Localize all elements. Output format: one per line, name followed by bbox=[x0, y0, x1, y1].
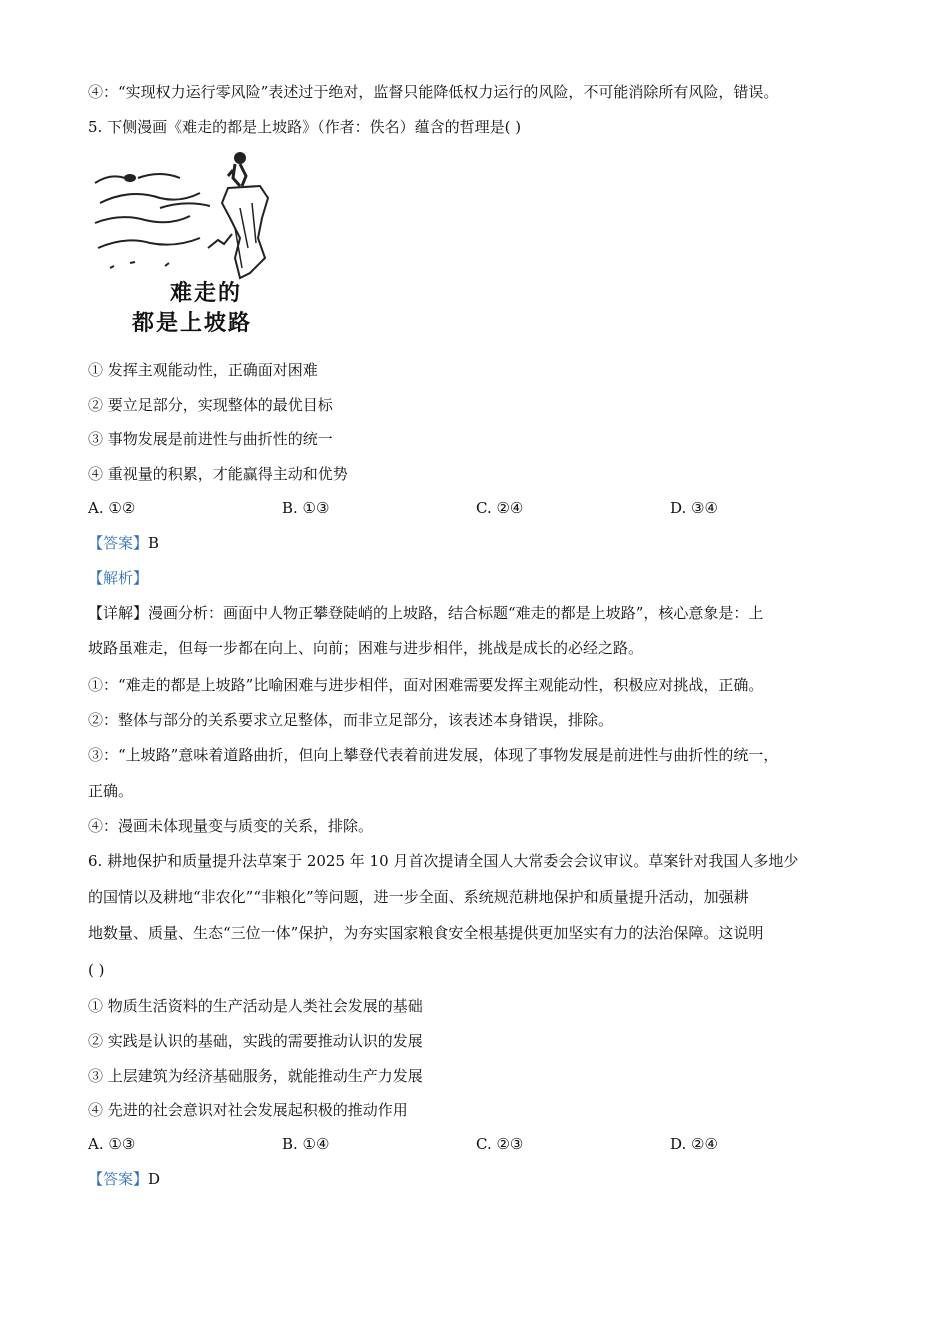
q5-item-4: ④ 重视量的积累，才能赢得主动和优势 bbox=[88, 465, 348, 483]
detail-line-7: ④：漫画未体现量变与质变的关系，排除。 bbox=[88, 817, 374, 835]
q5-option-c: C. ②④ bbox=[476, 499, 524, 517]
detail-line-4: ②：整体与部分的关系要求立足整体，而非立足部分，该表述本身错误，排除。 bbox=[88, 711, 614, 729]
q5-item-2: ② 要立足部分，实现整体的最优目标 bbox=[88, 396, 333, 414]
answer-tag: 【答案】 bbox=[88, 534, 149, 552]
cartoon-image bbox=[90, 148, 320, 338]
q5-answer-line bbox=[88, 533, 159, 553]
detail-line-3: ①：“难走的都是上坡路”比喻困难与进步相伴，面对困难需要发挥主观能动性，积极应对挑战，正确。 bbox=[88, 676, 764, 694]
q6-option-d: D. ②④ bbox=[670, 1135, 718, 1153]
detail-line-1 bbox=[88, 603, 763, 623]
answer-tag: 【答案】 bbox=[88, 1170, 149, 1188]
detail-text: 漫画分析：画面中人物正攀登陡峭的上坡路，结合标题“难走的都是上坡路”，核心意象是：上 bbox=[148, 604, 764, 622]
q6-stem-3: 地数量、质量、生态“三位一体”保护，为夯实国家粮食安全根基提供更加坚实有力的法治保障。这说明 bbox=[88, 924, 764, 942]
detail-tag: 【详解】 bbox=[88, 604, 149, 622]
q5-option-a: A. ①② bbox=[88, 499, 136, 517]
q5-option-d: D. ③④ bbox=[670, 499, 718, 517]
detail-line-5: ③：“上坡路”意味着道路曲折，但向上攀登代表着前进发展，体现了事物发展是前进性与曲折性的统一， bbox=[88, 746, 779, 764]
detail-line-6: 正确。 bbox=[88, 782, 134, 800]
analysis-tag: 【解析】 bbox=[88, 569, 149, 587]
question-5-stem: 5. 下侧漫画《难走的都是上坡路》（作者：佚名）蕴含的哲理是( ) bbox=[88, 118, 522, 136]
q5-item-1: ① 发挥主观能动性，正确面对困难 bbox=[88, 361, 318, 379]
q6-option-b: B. ①④ bbox=[282, 1135, 330, 1153]
cartoon-caption-line2: 都是上坡路 bbox=[132, 311, 253, 336]
q6-stem-4: ( ) bbox=[88, 961, 105, 979]
q6-item-3: ③ 上层建筑为经济基础服务，就能推动生产力发展 bbox=[88, 1067, 423, 1085]
detail-line-2: 坡路虽难走，但每一步都在向上、向前；困难与进步相伴，挑战是成长的必经之路。 bbox=[88, 639, 644, 657]
q6-item-4: ④ 先进的社会意识对社会发展起积极的推动作用 bbox=[88, 1101, 408, 1119]
answer-value: D bbox=[148, 1170, 161, 1188]
answer-value: B bbox=[148, 534, 160, 552]
cartoon-caption-line1: 难走的 bbox=[170, 281, 243, 306]
q6-answer-line bbox=[88, 1169, 160, 1189]
q5-option-b: B. ①③ bbox=[282, 499, 330, 517]
q6-option-a: A. ①③ bbox=[88, 1135, 136, 1153]
q6-item-2: ② 实践是认识的基础，实践的需要推动认识的发展 bbox=[88, 1032, 423, 1050]
q5-item-3: ③ 事物发展是前进性与曲折性的统一 bbox=[88, 430, 333, 448]
q6-item-1: ① 物质生活资料的生产活动是人类社会发展的基础 bbox=[88, 997, 423, 1015]
prev-analysis-line: ④：“实现权力运行零风险”表述过于绝对，监督只能降低权力运行的风险，不可能消除所有风险，错误。 bbox=[88, 83, 779, 101]
q6-stem-1: 6. 耕地保护和质量提升法草案于 2025 年 10 月首次提请全国人大常委会会议审议。草案针对我国人多地少 bbox=[88, 852, 799, 870]
q6-stem-2: 的国情以及耕地“非农化”“非粮化”等问题，进一步全面、系统规范耕地保护和质量提升活动，加强耕 bbox=[88, 888, 749, 906]
q6-option-c: C. ②③ bbox=[476, 1135, 524, 1153]
